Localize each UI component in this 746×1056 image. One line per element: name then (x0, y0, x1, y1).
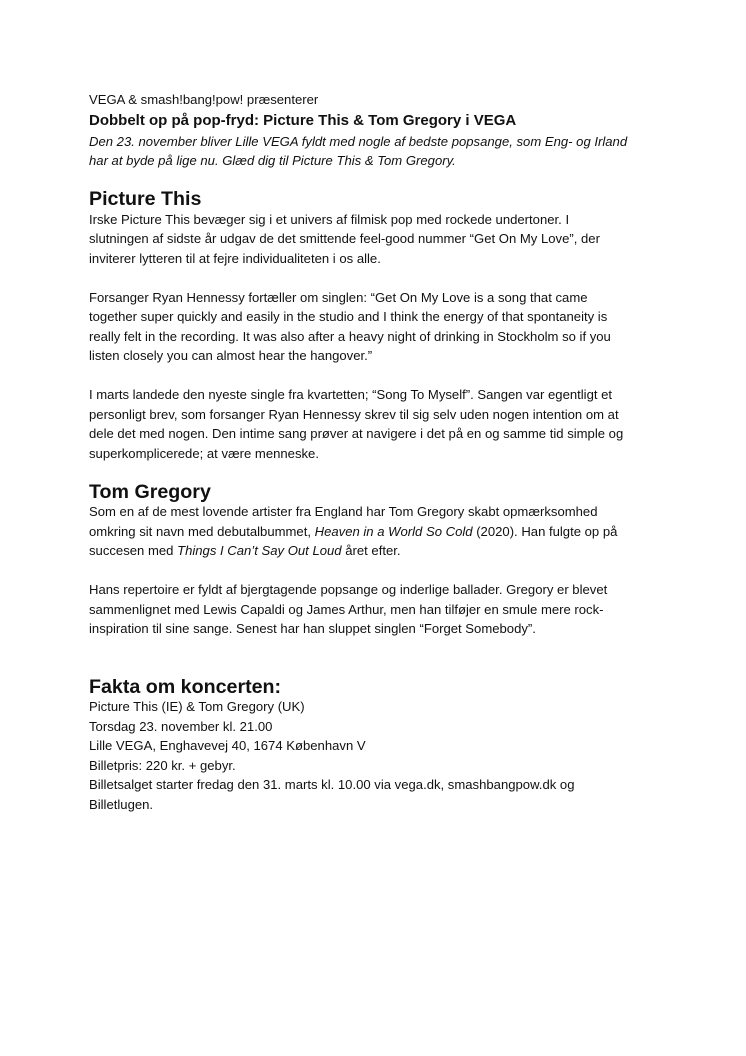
section-heading-tom-gregory (89, 480, 669, 503)
album-title: Things I Can’t Say Out Loud (177, 543, 342, 558)
album-title: Heaven in a World So Cold (314, 523, 473, 539)
fact-venue: Lille VEGA, Enghavevej 40, 1674 København V (89, 738, 366, 753)
press-release (89, 90, 669, 814)
text-fragment: succesen med (89, 543, 178, 558)
text-line: dele det med nogen. Den intime sang prøver at navigere i det på en og samme tid simple og (89, 426, 624, 441)
presenter-text: VEGA & smash!bang!pow! præsenterer (89, 92, 319, 107)
fact-ticket-sale: Billetsalget starter fredag den 31. marts kl. 10.00 via vega.dk, smashbangpow.dk og (89, 777, 575, 792)
facts-list (89, 697, 669, 814)
text-line: Irske Picture This bevæger sig i et univers af filmisk pop med rockede undertoner. I (89, 211, 570, 227)
heading-text: Picture This (89, 188, 202, 210)
title-text: Dobbelt op på pop-fryd: Picture This & Tom Gregory i VEGA (89, 111, 517, 129)
text-line: inviterer lytteren til at fejre individualiteten i os alle. (89, 250, 381, 266)
text-line: listen closely you can almost hear the hangover.” (89, 348, 373, 363)
lead-line: har at byde på lige nu. Glæd dig til Picture This & Tom Gregory. (89, 153, 456, 168)
heading-text: Fakta om koncerten: (89, 675, 282, 698)
lead-paragraph (89, 132, 669, 171)
page-title (89, 110, 669, 132)
paragraph (89, 502, 669, 561)
text-line: inspiration til sine sange. Senest har han sluppet singlen “Forget Somebody”. (89, 621, 536, 636)
section-heading-facts (89, 675, 669, 698)
text-line (89, 522, 669, 542)
text-line: superkomplicerede; at være menneske. (89, 445, 319, 461)
lead-line: Den 23. november bliver Lille VEGA fyldt med nogle af bedste popsange, som Eng- og Irland (89, 133, 628, 149)
text-line: Som en af de mest lovende artister fra England har Tom Gregory skabt opmærksomhed (89, 504, 598, 519)
text-line: together super quickly and easily in the studio and I think the energy of that spontaneity is (89, 309, 608, 324)
text-line: Hans repertoire er fyldt af bjergtagende popsange og inderlige ballader. Gregory er blevet (89, 582, 608, 597)
fact-date: Torsdag 23. november kl. 21.00 (89, 718, 273, 734)
presenter-line (89, 90, 669, 110)
text-line: I marts landede den nyeste single fra kvartetten; “Song To Myself”. Sangen var egentligt et (89, 387, 613, 402)
text-line: personligt brev, som forsanger Ryan Hennessy skrev til sig selv uden nogen intention om at (89, 406, 619, 422)
text-line: slutningen af sidste år udgav de det smittende feel-good nummer “Get On My Love”, der (89, 231, 600, 246)
paragraph (89, 385, 669, 463)
text-fragment: omkring sit navn med debutalbummet, (89, 523, 315, 539)
text-line (89, 541, 669, 561)
fact-price: Billetpris: 220 kr. + gebyr. (89, 757, 236, 773)
text-fragment: (2020). Han fulgte op på (472, 523, 618, 539)
fact-artists: Picture This (IE) & Tom Gregory (UK) (89, 699, 305, 714)
heading-text: Tom Gregory (89, 480, 211, 503)
text-line: really felt in the recording. It was also after a heavy night of drinking in Stockholm so if you (89, 328, 611, 344)
paragraph (89, 210, 669, 269)
text-fragment: året efter. (341, 543, 401, 558)
fact-ticket-sale: Billetlugen. (89, 796, 154, 812)
text-line: sammenlignet med Lewis Capaldi og James Arthur, men han tilføjer en smule mere rock- (89, 601, 604, 617)
section-heading-picture-this (89, 190, 669, 210)
paragraph (89, 288, 669, 366)
paragraph (89, 580, 669, 639)
text-line: Forsanger Ryan Hennessy fortæller om singlen: “Get On My Love is a song that came (89, 289, 588, 305)
